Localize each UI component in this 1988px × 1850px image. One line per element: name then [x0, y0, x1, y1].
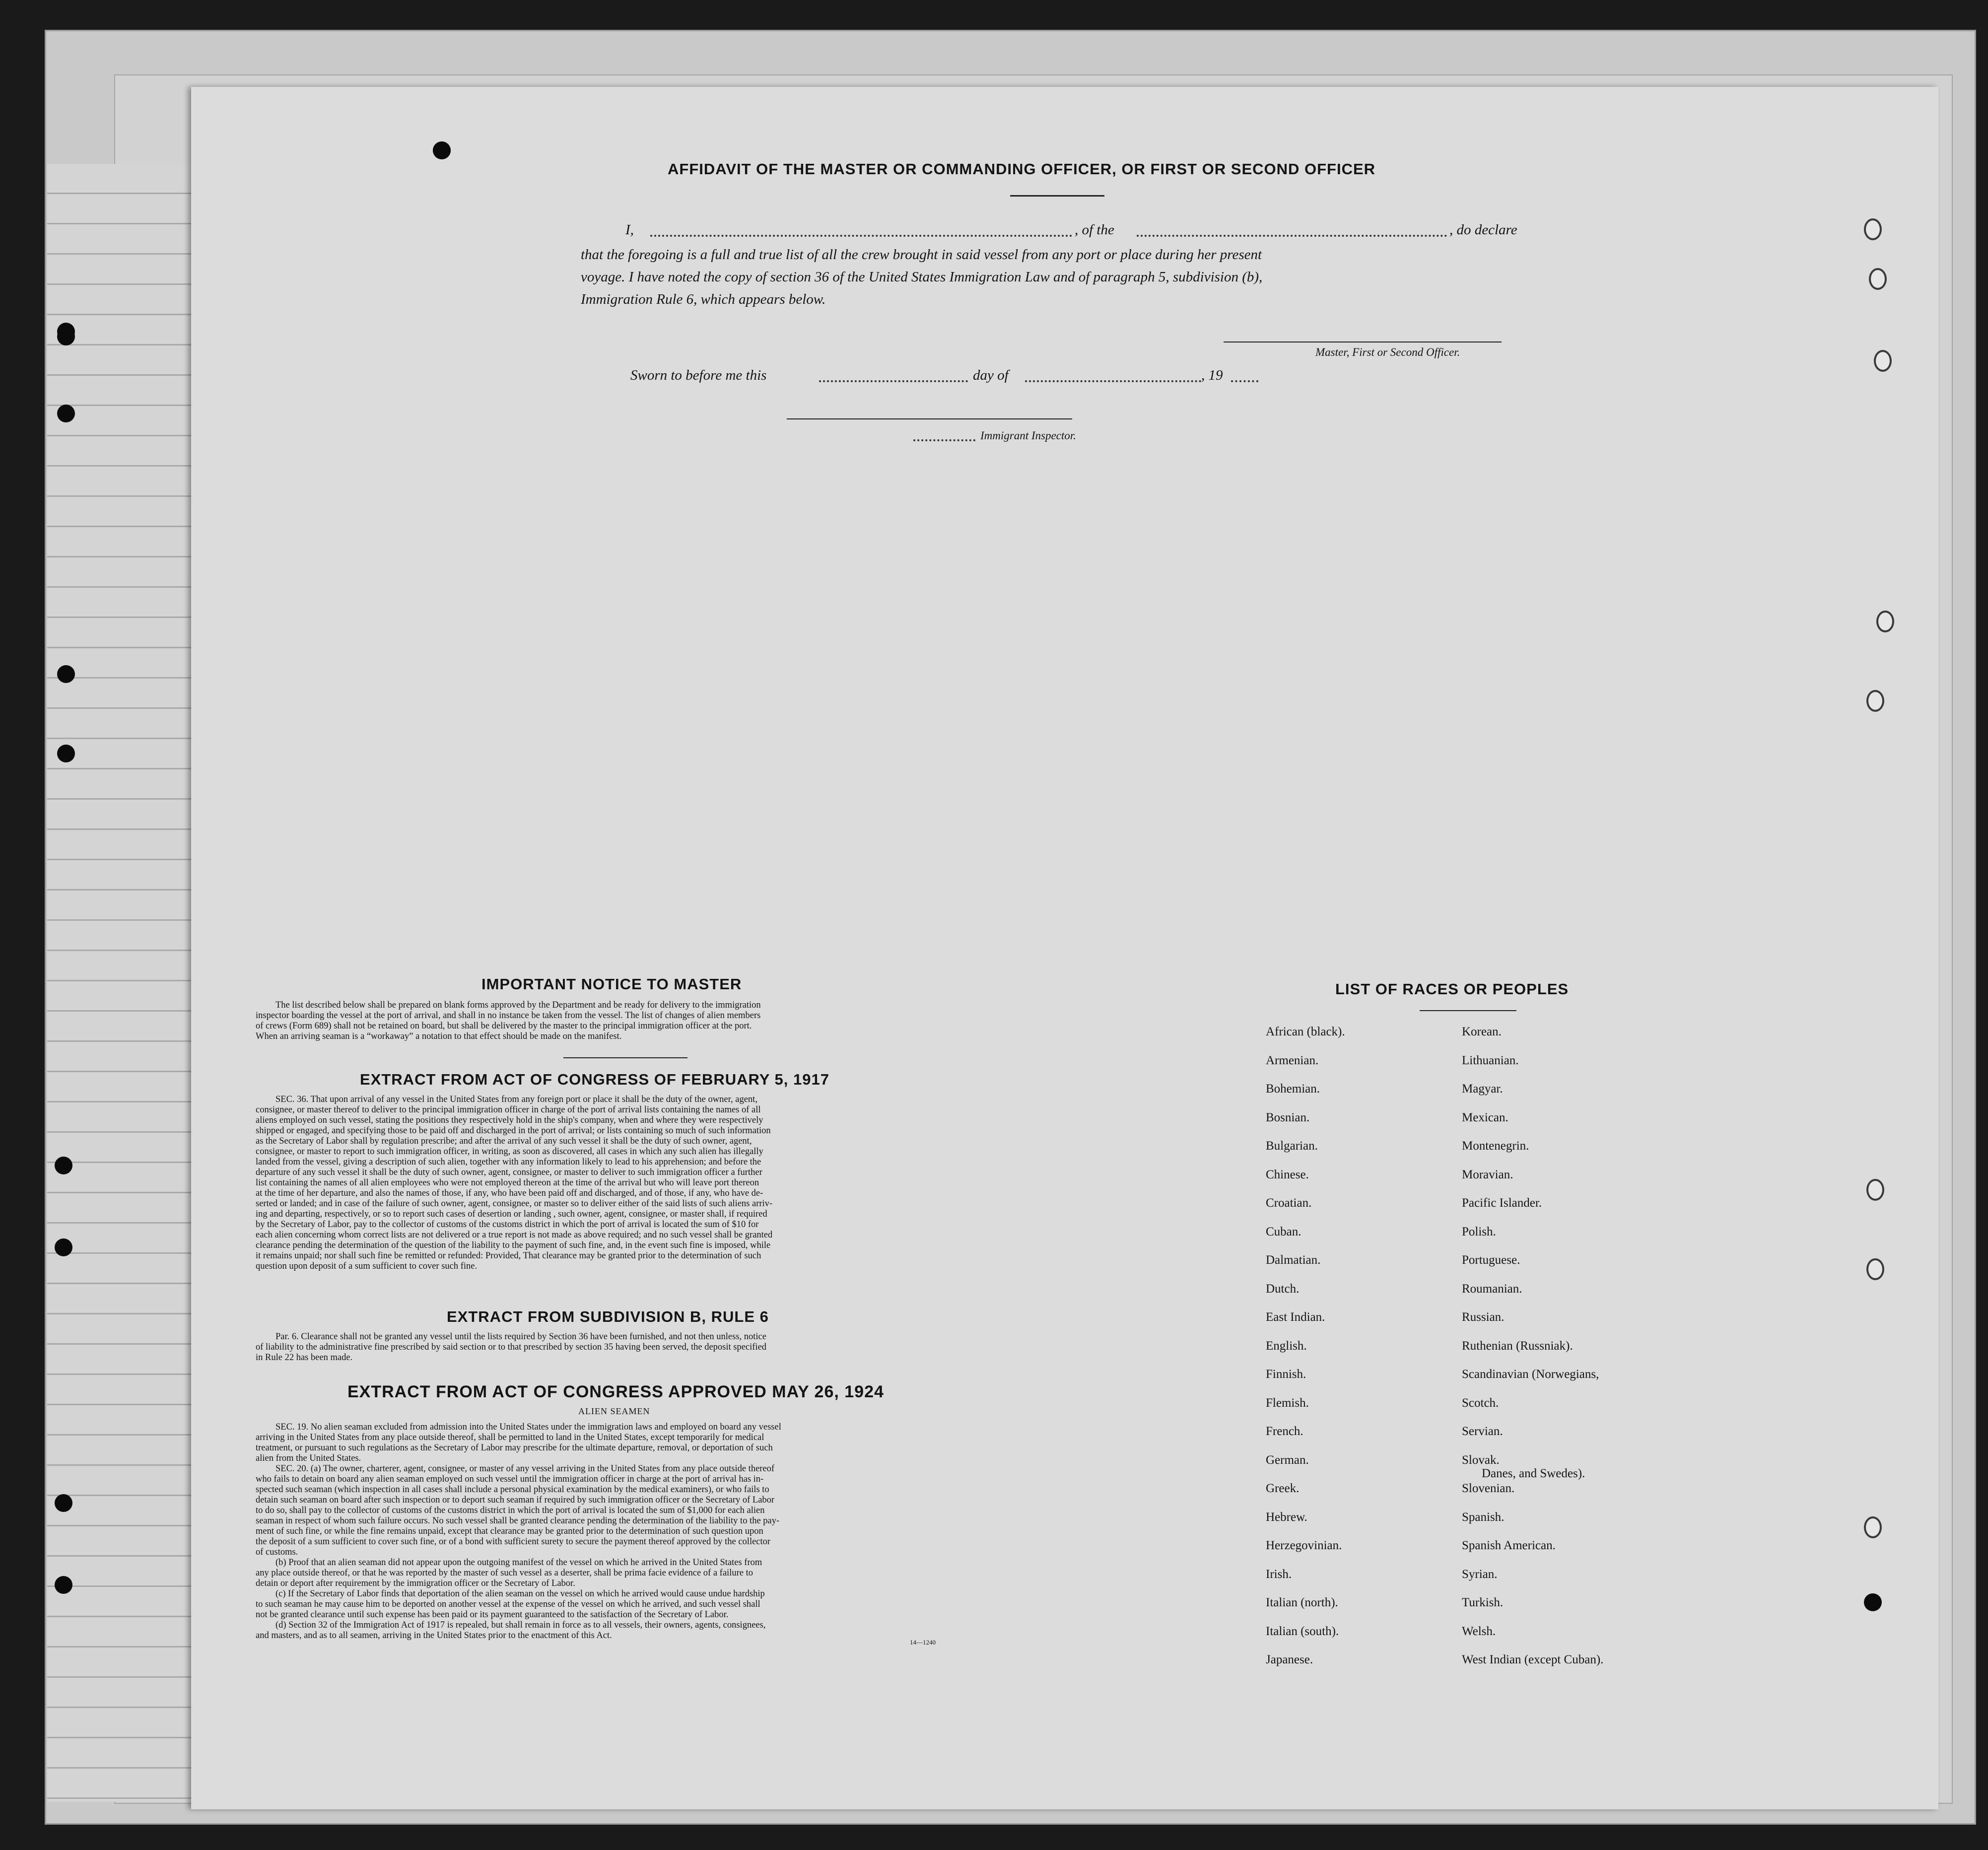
extract-1917-line: each alien concerning whom correct lists are not delivered or a true report is not made as above required; and no such vessel shall be granted — [256, 1230, 773, 1240]
extract-1917-line: shipped or engaged, and specifying those to be paid off and discharged in the port of arrival; or lists containing so much of such information — [256, 1126, 771, 1136]
race-item: Italian (north). — [1266, 1596, 1338, 1609]
races-title: LIST OF RACES OR PEOPLES — [1335, 980, 1569, 998]
race-item: Bohemian. — [1266, 1082, 1320, 1096]
race-item: Russian. — [1462, 1310, 1505, 1324]
extract-rule6-line: of liability to the administrative fine prescribed by said section or to that prescribed by section 35 having been served, the deposit specified — [256, 1342, 767, 1352]
race-item: Spanish. — [1462, 1510, 1505, 1524]
extract-rule6-line: Par. 6. Clearance shall not be granted any vessel until the lists required by Section 36 have been furnished, and not then unless, notice — [275, 1332, 766, 1342]
race-item: German. — [1266, 1453, 1309, 1467]
race-item: Hebrew. — [1266, 1510, 1307, 1524]
race-item: Slovak. — [1462, 1453, 1500, 1467]
document-page — [191, 87, 1938, 1809]
affidavit-do-declare-label: , do declare — [1449, 222, 1517, 238]
ledger-hole-4 — [57, 745, 75, 762]
punch-hole-top — [433, 141, 451, 159]
race-item: Scotch. — [1462, 1396, 1499, 1410]
inspector-label: Immigrant Inspector. — [980, 429, 1076, 442]
signature-line — [1224, 342, 1502, 343]
race-item: Korean. — [1462, 1025, 1502, 1038]
sworn-day-field[interactable] — [819, 380, 968, 382]
race-item: Magyar. — [1462, 1082, 1503, 1096]
race-item: Chinese. — [1266, 1167, 1309, 1181]
extract-1924-line: who fails to detain on board any alien seaman employed on such vessel until the immigration officer in charge at the port of arrival has in- — [256, 1474, 764, 1484]
affidavit-vessel-field[interactable] — [1137, 235, 1447, 237]
race-item: West Indian (except Cuban). — [1462, 1653, 1604, 1666]
extract-1917-line: at the time of her departure, and also the names of those, if any, who have been paid off and discharged, and of those, if any, who have de- — [256, 1188, 763, 1198]
race-item: Dutch. — [1266, 1282, 1300, 1296]
race-item: Irish. — [1266, 1567, 1292, 1581]
extract-1917-line: clearance pending the determination of the question of the liability to the payment of such fine, and, in the event such fine is imposed, while — [256, 1240, 771, 1250]
ring-hole-right-6 — [1866, 1179, 1884, 1201]
ledger-hole-3 — [57, 665, 75, 683]
form-number: 14—1240 — [910, 1639, 936, 1646]
affidavit-body-line-3: Immigration Rule 6, which appears below. — [581, 291, 826, 307]
affidavit-of-the-label: , of the — [1075, 222, 1114, 238]
extract-1917-line: consignee, or master to report to such immigration officer, in writing, as soon as discovered, all cases in which any such alien has illegally — [256, 1147, 763, 1157]
ledger-hole-7 — [55, 1494, 72, 1512]
extract-1924-subtitle: ALIEN SEAMEN — [578, 1406, 650, 1416]
extract-1924-line: of customs. — [256, 1547, 298, 1557]
extract-1924-line: to such seaman he may cause him to be deported on another vessel at the expense of the vessel on which he arrived, and such vessel shall — [256, 1599, 760, 1609]
sworn-month-field[interactable] — [1025, 380, 1201, 382]
extract-1924-text — [256, 1422, 995, 1641]
race-item: Mexican. — [1462, 1110, 1508, 1124]
affidavit-body-line-2: voyage. I have noted the copy of section 36 of the United States Immigration Law and of paragraph 5, subdivision (b), — [581, 269, 1263, 285]
notice-line: The list described below shall be prepared on blank forms approved by the Department and be ready for delivery to the immigration — [275, 1000, 761, 1010]
extract-1917-line: list containing the names of all alien employees who were not employed thereon at the time of the arrival but who will leave port thereon — [256, 1178, 759, 1188]
race-item: Montenegrin. — [1462, 1139, 1529, 1153]
extract-1924-title: EXTRACT FROM ACT OF CONGRESS APPROVED MAY 26, 1924 — [347, 1382, 884, 1401]
race-item: Dalmatian. — [1266, 1253, 1321, 1267]
extract-1917-line: ing and departing, respectively, or so to report such cases of desertion or landing , such owner, agent, consignee, or master shall, if required — [256, 1209, 767, 1219]
extract-1924-line: and masters, and as to all seamen, arriving in the United States prior to the enactment of this Act. — [256, 1631, 612, 1641]
race-item: Greek. — [1266, 1482, 1300, 1495]
ring-hole-right-3 — [1874, 350, 1892, 372]
race-item: Servian. — [1462, 1425, 1503, 1438]
extract-1917-line: question upon deposit of a sum sufficient to cover such fine. — [256, 1261, 478, 1271]
extract-1917-line: serted or landed; and in case of the failure of such owner, agent, consignee, or master so to deliver either of the said lists of such aliens arriv- — [256, 1199, 773, 1209]
ring-hole-right-7 — [1866, 1258, 1884, 1280]
extract-1917-line: departure of any such vessel it shall be the duty of such owner, agent, consignee, or master to deliver to such immigration officer a further — [256, 1167, 762, 1177]
ring-hole-right-2 — [1869, 268, 1887, 290]
ledger-hole-8 — [55, 1576, 72, 1594]
sworn-year-field[interactable] — [1231, 380, 1258, 382]
ledger-hole-2 — [57, 405, 75, 422]
races-right-column — [1462, 1025, 1603, 1682]
race-item: Bosnian. — [1266, 1110, 1310, 1124]
race-item: Cuban. — [1266, 1225, 1302, 1238]
extract-1917-line: landed from the vessel, giving a description of such alien, together with any information likely to lead to his apprehension; and before the — [256, 1157, 761, 1167]
race-item: Lithuanian. — [1462, 1053, 1519, 1067]
day-of-label: day of — [973, 367, 1009, 383]
punch-hole-right-9 — [1864, 1593, 1882, 1611]
race-item: Welsh. — [1462, 1624, 1496, 1638]
extract-1924-line: any place outside thereof, or that he was reported by the master of such vessel as a deserter, shall be prima facie evidence of a failure to — [256, 1568, 753, 1578]
ring-hole-right-8 — [1864, 1516, 1882, 1538]
extract-1924-line: (c) If the Secretary of Labor finds that deportation of the alien seaman on the vessel on which he arrived would cause undue hardship — [275, 1589, 765, 1599]
extract-1924-line: detain or deport after requirement by the immigration officer or the Secretary of Labor. — [256, 1578, 575, 1588]
ring-hole-right-1 — [1864, 218, 1882, 240]
inspector-name-field[interactable] — [913, 439, 975, 441]
extract-rule6-title: EXTRACT FROM SUBDIVISION B, RULE 6 — [447, 1308, 769, 1325]
race-item: Bulgarian. — [1266, 1139, 1318, 1153]
extract-1924-line: ment of such fine, or while the fine remains unpaid, except that clearance may be granted prior to the determination of such question upon — [256, 1526, 763, 1536]
ring-hole-right-4 — [1876, 611, 1894, 632]
ledger-hole-5 — [55, 1157, 72, 1174]
extract-1917-line: as the Secretary of Labor shall by regulation prescribe; and after the arrival of any such vessel it shall be the duty of such owner, agent, — [256, 1136, 752, 1146]
race-item: Herzegovinian. — [1266, 1539, 1342, 1552]
ledger-hole-1 — [57, 323, 75, 341]
race-item: Croatian. — [1266, 1196, 1312, 1210]
extract-1917-line: by the Secretary of Labor, pay to the collector of customs of the customs district in which the port of arrival is located the sum of $10 for — [256, 1220, 759, 1230]
race-item: Finnish. — [1266, 1368, 1306, 1381]
races-title-rule — [1420, 1010, 1516, 1011]
notice-text — [256, 1000, 995, 1042]
race-item: Polish. — [1462, 1225, 1496, 1238]
extract-1924-line: spected such seaman (which inspection in all cases shall include a personal physical examination by the medical examiners), or who fails to — [256, 1485, 769, 1495]
signature-label: Master, First or Second Officer. — [1315, 346, 1460, 358]
races-left-column — [1266, 1025, 1345, 1682]
extract-1917-line: it remains unpaid; nor shall such fine be remitted or refunded: Provided, That clearance may be granted prior to the determination of such — [256, 1251, 761, 1261]
ring-hole-right-5 — [1866, 690, 1884, 712]
affidavit-i-label: I, — [625, 222, 634, 238]
race-item: Slovenian. — [1462, 1482, 1515, 1495]
extract-1924-line: treatment, or pursuant to such regulations as the Secretary of Labor may prescribe for the ultimate departure, removal, or deportation of such — [256, 1443, 773, 1453]
race-item: Pacific Islander. — [1462, 1196, 1542, 1210]
race-item: Roumanian. — [1462, 1282, 1522, 1296]
extract-1917-line: SEC. 36. That upon arrival of any vessel in the United States from any foreign port or place it shall be the duty of the owner, agent, — [275, 1095, 757, 1104]
race-item: Flemish. — [1266, 1396, 1309, 1410]
year-label: , 19 — [1201, 367, 1223, 383]
affidavit-title-rule — [1010, 195, 1104, 197]
extract-1924-line: alien from the United States. — [256, 1453, 361, 1463]
extract-1917-line: aliens employed on such vessel, stating the positions they respectively hold in the ship's company, when and where they were respectively — [256, 1115, 763, 1125]
race-item: Moravian. — [1462, 1167, 1513, 1181]
race-item: Turkish. — [1462, 1596, 1504, 1609]
race-item: African (black). — [1266, 1025, 1345, 1038]
extract-1924-line: SEC. 19. No alien seaman excluded from admission into the United States under the immigration laws and employed on board any vessel — [275, 1422, 781, 1432]
race-item: East Indian. — [1266, 1310, 1325, 1324]
race-item: Japanese. — [1266, 1653, 1313, 1666]
extract-1917-line: consignee, or master thereof to deliver to the principal immigration officer in charge of the port of arrival lists containing the names of all — [256, 1105, 761, 1115]
notice-line: of crews (Form 689) shall not be retained on board, but shall be delivered by the master to the principal immigration officer at the port. — [256, 1021, 752, 1031]
extract-rule6-line: in Rule 22 has been made. — [256, 1353, 353, 1363]
extract-1924-line: seaman in respect of whom such failure occurs. No such vessel shall be granted clearance pending the determination of the liability to the pay- — [256, 1516, 780, 1526]
notice-line: inspector boarding the vessel at the port of arrival, and shall in no instance be taken from the vessel. The list of changes of alien members — [256, 1011, 761, 1021]
extract-1924-line: not be granted clearance until such expense has been paid or its payment guaranteed to the satisfaction of the Secretary of Labor. — [256, 1610, 729, 1620]
notice-line: When an arriving seaman is a “workaway” a notation to that effect should be made on the manifest. — [256, 1031, 622, 1041]
race-item: Spanish American. — [1462, 1539, 1556, 1552]
race-item: Armenian. — [1266, 1053, 1319, 1067]
race-item: Italian (south). — [1266, 1624, 1339, 1638]
affidavit-name-field[interactable] — [650, 235, 1072, 237]
inspector-line — [787, 418, 1072, 419]
affidavit-body-line-1: that the foregoing is a full and true list of all the crew brought in said vessel from any port or place during her present — [581, 247, 1262, 263]
race-item: Syrian. — [1462, 1567, 1498, 1581]
affidavit-title: AFFIDAVIT OF THE MASTER OR COMMANDING OFFICER, OR FIRST OR SECOND OFFICER — [668, 160, 1376, 178]
extract-1924-line: SEC. 20. (a) The owner, charterer, agent, consignee, or master of any vessel arriving in the United States from any place outside thereof — [275, 1464, 775, 1474]
extract-rule6-text — [256, 1332, 995, 1363]
extract-1924-line: detain such seaman on board after such inspection or to deport such seaman if required by such immigration officer or the Secretary of Labor — [256, 1495, 775, 1505]
extract-1924-line: arriving in the United States from any place outside thereof, shall be permitted to land in the United States, except temporarily for medical — [256, 1433, 764, 1442]
race-item-continuation: Danes, and Swedes). — [1482, 1467, 1585, 1480]
extract-1924-line: the deposit of a sum sufficient to cover such fine, or of a bond with sufficient surety to secure the payment thereof approved by the collector — [256, 1537, 771, 1547]
race-item: Scandinavian (Norwegians, — [1462, 1368, 1599, 1381]
race-item: English. — [1266, 1339, 1307, 1353]
extract-1917-title: EXTRACT FROM ACT OF CONGRESS OF FEBRUARY 5, 1917 — [360, 1071, 829, 1088]
extract-1924-line: (d) Section 32 of the Immigration Act of 1917 is repealed, but shall remain in force as to all vessels, their owners, agents, consignees, — [275, 1620, 766, 1630]
extract-1924-line: to do so, shall pay to the collector of customs of the customs district in which the port of arrival is located the sum of $1,000 for each alien — [256, 1506, 765, 1515]
extract-1924-line: (b) Proof that an alien seaman did not appear upon the outgoing manifest of the vessel on which he arrived in the United States from — [275, 1558, 762, 1568]
notice-title: IMPORTANT NOTICE TO MASTER — [481, 975, 742, 993]
ledger-hole-6 — [55, 1238, 72, 1256]
race-item: French. — [1266, 1425, 1303, 1438]
extract-1917-text — [256, 1095, 995, 1272]
notice-rule — [563, 1057, 687, 1058]
race-item: Portuguese. — [1462, 1253, 1520, 1267]
sworn-label: Sworn to before me this — [630, 367, 767, 383]
race-item: Ruthenian (Russniak). — [1462, 1339, 1573, 1353]
